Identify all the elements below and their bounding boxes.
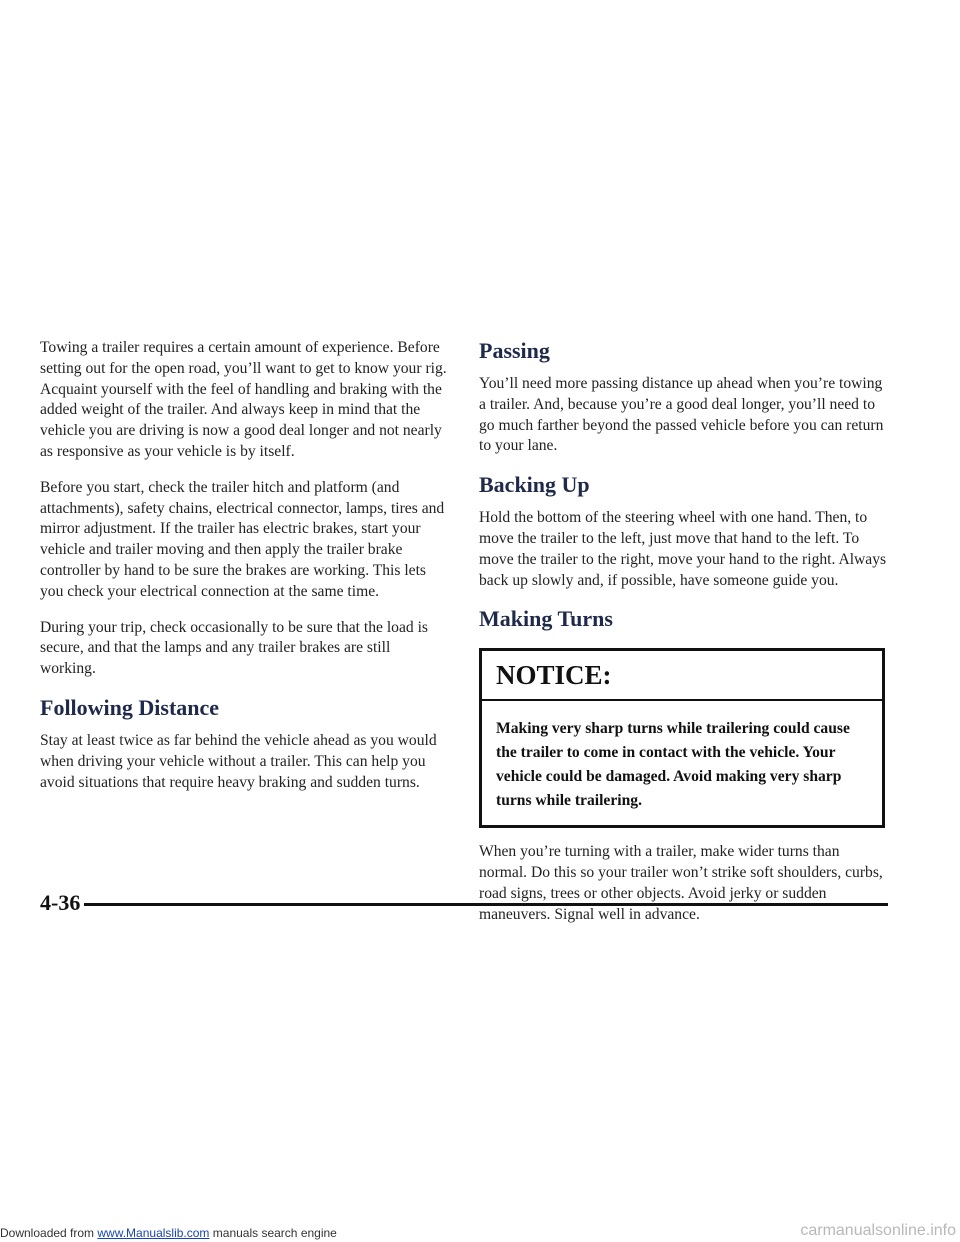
page-footer (40, 890, 888, 916)
pre-trip-check-paragraph: Before you start, check the trailer hitch and platform (and attachments), safety chains, electrical connector, lamps, tires and mirror adjustment. If the trailer has electric brakes, start your vehicle and trailer moving and then apply the trailer brake controller by hand to be sure the brakes are working. This lets you check your electrical connection at the same time. (40, 478, 445, 600)
following-distance-heading: Following Distance (40, 694, 220, 720)
manualslib-link[interactable]: www.Manualslib.com (97, 1226, 210, 1240)
notice-text: Making very sharp turns while trailering could cause the trailer to come in contact with the vehicle. Your vehicle could be damaged. Avoid making very sharp turns while trailering. (496, 720, 850, 810)
passing-text: You’ll need more passing distance up ahead when you’re towing a trailer. And, because you’re a good deal longer, you’ll need to go much farther beyond the passed vehicle before you can return to your lane. (479, 375, 884, 455)
page-number: 4-36 (40, 890, 81, 915)
notice-title: NOTICE: (482, 651, 882, 701)
following-distance-text: Stay at least twice as far behind the vehicle ahead as you would when driving your vehicle without a trailer. This can help you avoid situations that require heavy braking and sudden turns. (40, 731, 437, 791)
watermark-prefix: Downloaded from (0, 1226, 98, 1240)
backing-up-heading: Backing Up (479, 472, 590, 498)
backing-up-text: Hold the bottom of the steering wheel with one hand. Then, to move the trailer to the left, just move that hand to the left. To move the trailer to the right, move your hand to the right. Always back up slowly and, if possible, have someone guide you. (479, 509, 887, 589)
right-column (479, 338, 887, 941)
making-turns-text: When you’re turning with a trailer, make wider turns than normal. Do this so your trailer won’t strike soft shoulders, curbs, road signs, trees or other objects. Avoid jerky or sudden maneuvers. Signal well in advance. (479, 843, 883, 923)
watermark-suffix: manuals search engine (209, 1226, 337, 1240)
site-watermark: carmanualsonline.info (800, 1222, 956, 1239)
footer-rule (84, 903, 888, 906)
left-column (40, 338, 448, 808)
intro-paragraph: Towing a trailer requires a certain amount of experience. Before setting out for the open road, you’ll want to get to know your rig. Acquaint yourself with the feel of handling and braking with the added weight of the trailer. And always keep in mind that the vehicle you are driving is now a good deal longer and not nearly as responsive as your vehicle is by itself. (40, 339, 447, 460)
making-turns-heading: Making Turns (479, 606, 613, 632)
notice-box (479, 648, 885, 828)
during-trip-paragraph: During your trip, check occasionally to be sure that the load is secure, and that the lamps and any trailer brakes are still working. (40, 618, 429, 678)
download-watermark (0, 1226, 337, 1240)
passing-heading: Passing (479, 338, 550, 363)
